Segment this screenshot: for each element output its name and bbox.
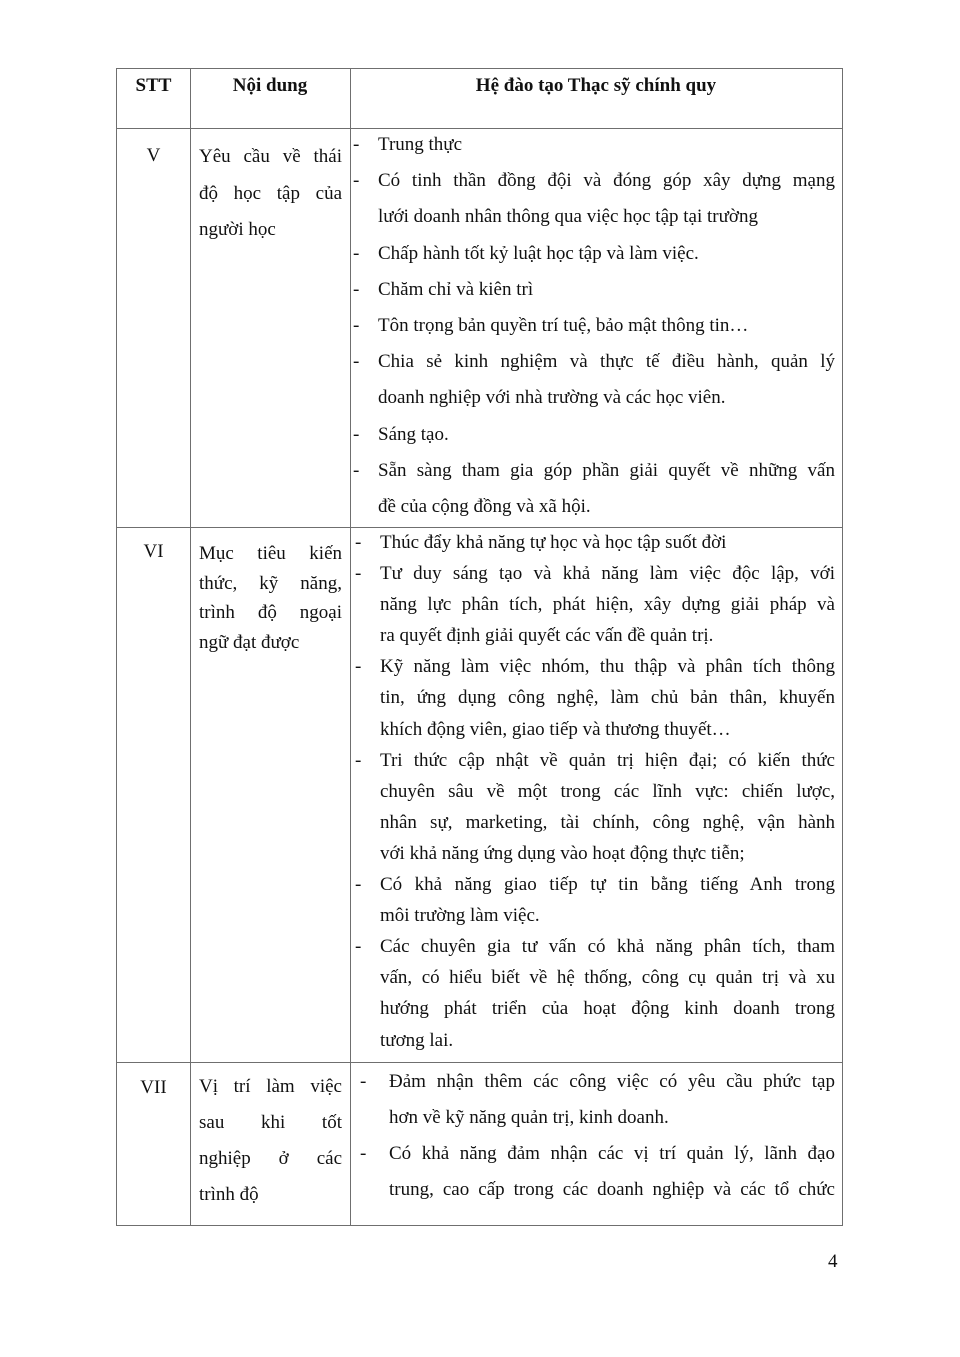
text-line: ra quyết định giải quyết các vấn đề quản trị. bbox=[380, 625, 714, 647]
text-line: Yêu cầu về thái bbox=[199, 146, 342, 167]
dash-bullet: - bbox=[355, 563, 362, 585]
dash-bullet: - bbox=[353, 423, 360, 445]
list-item bbox=[353, 236, 835, 272]
header-noi-dung: Nội dung bbox=[232, 75, 308, 96]
text-line: độ học tập của bbox=[199, 182, 342, 204]
text-line: với khả năng ứng dụng vào hoạt động thực tiễn; bbox=[380, 842, 745, 864]
text-line: năng lực phân tích, phát hiện, xây dựng giải pháp và bbox=[380, 594, 835, 616]
row-noi-dung-vi bbox=[199, 539, 342, 657]
text-line: Tri thức cập nhật về quản trị hiện đại; có kiến thức bbox=[380, 749, 835, 771]
list-item bbox=[355, 745, 835, 869]
row-content-v bbox=[353, 127, 835, 525]
text-line: trình độ ngoại bbox=[199, 602, 342, 623]
header-stt: STT bbox=[135, 75, 172, 96]
text-line: tin, ứng dụng công nghệ, làm chủ bản thân, khuyến bbox=[380, 687, 835, 709]
dash-bullet: - bbox=[353, 351, 360, 373]
row-content-vii bbox=[360, 1064, 835, 1208]
text-line: người học bbox=[199, 219, 276, 240]
dash-bullet: - bbox=[355, 532, 362, 553]
text-line: môi trường làm việc. bbox=[380, 905, 540, 927]
dash-bullet: - bbox=[355, 874, 362, 896]
row-stt-vii: VII bbox=[140, 1077, 167, 1098]
text-line: Mục tiêu kiến bbox=[199, 543, 342, 564]
text-line: Chăm chỉ và kiên trì bbox=[378, 278, 534, 300]
row-noi-dung-v bbox=[199, 139, 342, 249]
list-item bbox=[355, 651, 835, 744]
dash-bullet: - bbox=[355, 749, 362, 771]
text-line: Các chuyên gia tư vấn có khả năng phân tích, tham bbox=[380, 936, 835, 958]
text-line: ngữ đạt được bbox=[199, 631, 300, 653]
row-content-vi bbox=[355, 527, 835, 1056]
text-line: Chấp hành tốt kỷ luật học tập và làm việc. bbox=[378, 242, 699, 264]
dash-bullet: - bbox=[360, 1143, 367, 1164]
dash-bullet: - bbox=[353, 242, 360, 264]
dash-bullet: - bbox=[355, 936, 362, 958]
column-divider bbox=[350, 69, 351, 1225]
text-line: Có tinh thần đồng đội và đóng góp xây dựng mạng bbox=[378, 170, 835, 192]
text-line: đề của cộng đồng và xã hội. bbox=[378, 496, 591, 518]
text-line: nghiệp ở các bbox=[199, 1148, 342, 1169]
text-line: Thúc đẩy khả năng tự học và học tập suốt đời bbox=[380, 532, 727, 553]
list-item bbox=[353, 417, 835, 453]
text-line: Tư duy sáng tạo và khả năng làm việc độc lập, với bbox=[380, 563, 835, 585]
text-line: doanh nghiệp với nhà trường và các học viên. bbox=[378, 387, 726, 409]
text-line: hơn về kỹ năng quản trị, kinh doanh. bbox=[389, 1107, 669, 1128]
text-line: lưới doanh nhân thông qua việc học tập tại trường bbox=[378, 206, 758, 228]
row-noi-dung-vii bbox=[199, 1069, 342, 1213]
text-line: Chia sẻ kinh nghiệm và thực tế điều hành, quản lý bbox=[378, 351, 835, 373]
text-line: Sẵn sàng tham gia góp phần giải quyết về những vấn bbox=[378, 459, 835, 481]
row-divider bbox=[117, 1062, 842, 1063]
text-line: tương lai. bbox=[380, 1029, 454, 1051]
page-number: 4 bbox=[828, 1251, 838, 1272]
curriculum-table bbox=[116, 68, 843, 1226]
list-item bbox=[355, 527, 835, 558]
list-item bbox=[355, 869, 835, 931]
list-item bbox=[360, 1064, 835, 1136]
dash-bullet: - bbox=[353, 459, 360, 481]
list-item bbox=[355, 558, 835, 651]
text-line: khích động viên, giao tiếp và thương thuyết… bbox=[380, 718, 731, 740]
list-item bbox=[353, 163, 835, 235]
text-line: trung, cao cấp trong các doanh nghiệp và các tổ chức bbox=[389, 1179, 835, 1200]
text-line: hướng phát triển của hoạt động kinh doanh trong bbox=[380, 998, 835, 1020]
text-line: Sáng tạo. bbox=[378, 423, 449, 445]
text-line: Có khả năng giao tiếp tự tin bằng tiếng Anh trong bbox=[380, 874, 835, 896]
dash-bullet: - bbox=[353, 278, 360, 300]
row-stt-v: V bbox=[146, 145, 161, 166]
text-line: sau khi tốt bbox=[199, 1112, 342, 1133]
text-line: vấn, có hiểu biết về hệ thống, công cụ quản trị và xu bbox=[380, 967, 835, 989]
text-line: Có khả năng đảm nhận các vị trí quản lý, lãnh đạo bbox=[389, 1143, 835, 1164]
text-line: thức, kỹ năng, bbox=[199, 572, 342, 594]
text-line: Trung thực bbox=[378, 134, 463, 155]
dash-bullet: - bbox=[353, 315, 360, 337]
dash-bullet: - bbox=[353, 170, 360, 192]
list-item bbox=[360, 1136, 835, 1208]
dash-bullet: - bbox=[355, 656, 362, 678]
column-divider bbox=[190, 69, 191, 1225]
dash-bullet: - bbox=[353, 134, 360, 155]
text-line: chuyên sâu về một trong các lĩnh vực: chiến lược, bbox=[380, 780, 835, 802]
list-item bbox=[353, 453, 835, 525]
text-line: nhân sự, marketing, tài chính, công nghệ, vận hành bbox=[380, 811, 835, 833]
text-line: Đảm nhận thêm các công việc có yêu cầu phức tạp bbox=[389, 1071, 835, 1092]
list-item bbox=[353, 127, 835, 163]
text-line: trình độ bbox=[199, 1184, 259, 1205]
row-stt-vi: VI bbox=[143, 541, 164, 562]
list-item bbox=[353, 308, 835, 344]
text-line: Kỹ năng làm việc nhóm, thu thập và phân tích thông bbox=[380, 656, 835, 678]
list-item bbox=[355, 931, 835, 1055]
list-item bbox=[353, 272, 835, 308]
list-item bbox=[353, 344, 835, 416]
text-line: Vị trí làm việc bbox=[199, 1076, 342, 1097]
text-line: Tôn trọng bản quyền trí tuệ, bảo mật thông tin… bbox=[378, 315, 749, 337]
header-he-dao-tao: Hệ đào tạo Thạc sỹ chính quy bbox=[475, 75, 717, 96]
dash-bullet: - bbox=[360, 1071, 367, 1092]
